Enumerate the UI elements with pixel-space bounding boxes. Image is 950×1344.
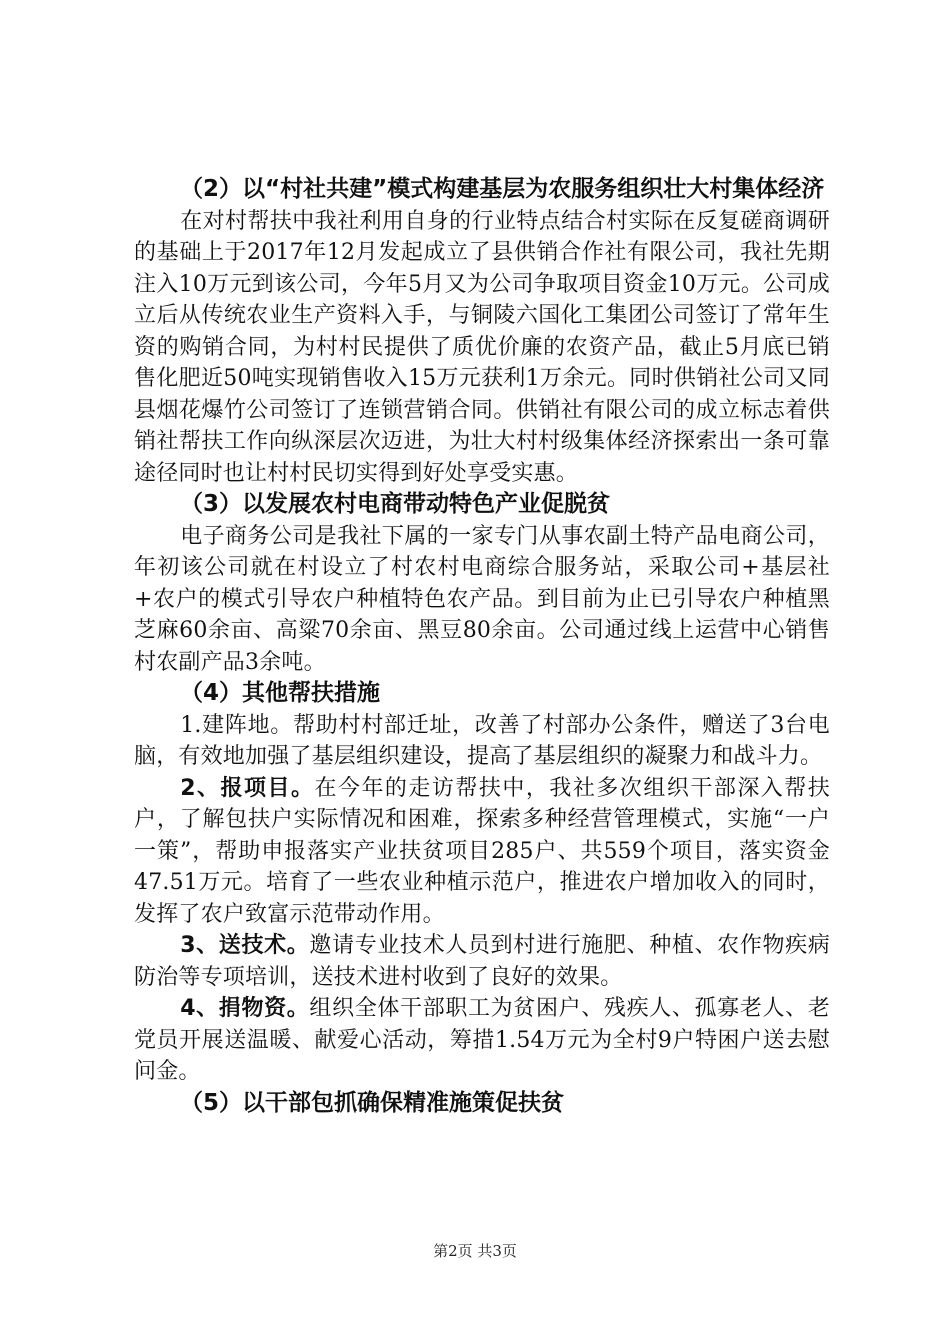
section-heading-5: （5）以干部包抓确保精准施策促扶贫 [180,1089,565,1116]
paragraph-ecommerce: 电子商务公司是我社下属的一家专门从事农副土特产品电商公司，年初该公司就在村设立了村农村电商综合服务站，采取公司+基层社+农户的模式引导农户种植特色农产品。到目前为止已引导农户种植黑芝麻60余亩、高粱70余亩、黑豆80余亩。公司通过线上运营中心销售村农副产品3余吨。 [134,523,830,675]
paragraph-village-cooperative: 在对村帮扶中我社利用自身的行业特点结合村实际在反复磋商调研的基础上于2017年12月发起成立了县供销合作社有限公司，我社先期注入10万元到该公司，今年5月又为公司争取项目资金10万元。公司成立后从传统农业生产资料入手，与铜陵六国化工集团公司签订了常年生资的购销合同，为村村民提供了质优价廉的农资产品，截止5月底已销售化肥近50吨实现销售收入15万元获利1万余元。同时供销社公司又同县烟花爆竹公司签订了连锁营销合同。供销社有限公司的成立标志着供销社帮扶工作向纵深层次迈进，为壮大村村级集体经济探索出一条可靠途径同时也让村村民切实得到好处享受实惠。 [134,208,830,486]
page-footer: 第2页 共3页 [433,1242,517,1260]
paragraph-report-projects [134,773,830,931]
section-heading-3: （3）以发展农村电商带动特色产业促脱贫 [180,491,611,517]
paragraph-body-text: 组织全体干部职工为贫困户、残疾人、孤寡老人、老党员开展送温暖、献爱心活动，筹措1.54万元为全村9户特困户送去慰问金。 [134,996,830,1084]
paragraph-lead-label: 2、报项目。 [180,775,315,801]
paragraph-body-text: 邀请专业技术人员到村进行施肥、种植、农作物疾病防治等专项培训，送技术进村收到了良好的效果。 [134,933,830,990]
section-heading-2: （2）以“村社共建”模式构建基层为农服务组织壮大村集体经济 [180,176,825,202]
paragraph-body-text: 在今年的走访帮扶中，我社多次组织干部深入帮扶户，了解包扶户实际情况和困难，探索多种经营管理模式，实施“一户一策”，帮助申报落实产业扶贫项目285户、共559个项目，落实资金47.51万元。培育了一些农业种植示范户，推进农户增加收入的同时，发挥了农户致富示范带动作用。 [134,775,830,927]
paragraph-build-base: 1.建阵地。帮助村村部迁址，改善了村部办公条件，赠送了3台电脑，有效地加强了基层组织建设，提高了基层组织的凝聚力和战斗力。 [134,712,830,769]
paragraph-lead-label: 3、送技术。 [180,933,310,958]
section-heading-4: （4）其他帮扶措施 [180,680,381,706]
document-body [134,174,830,1119]
paragraph-send-technology [134,930,830,993]
paragraph-lead-label: 4、捐物资。 [180,996,310,1021]
paragraph-donate-supplies [134,993,830,1088]
